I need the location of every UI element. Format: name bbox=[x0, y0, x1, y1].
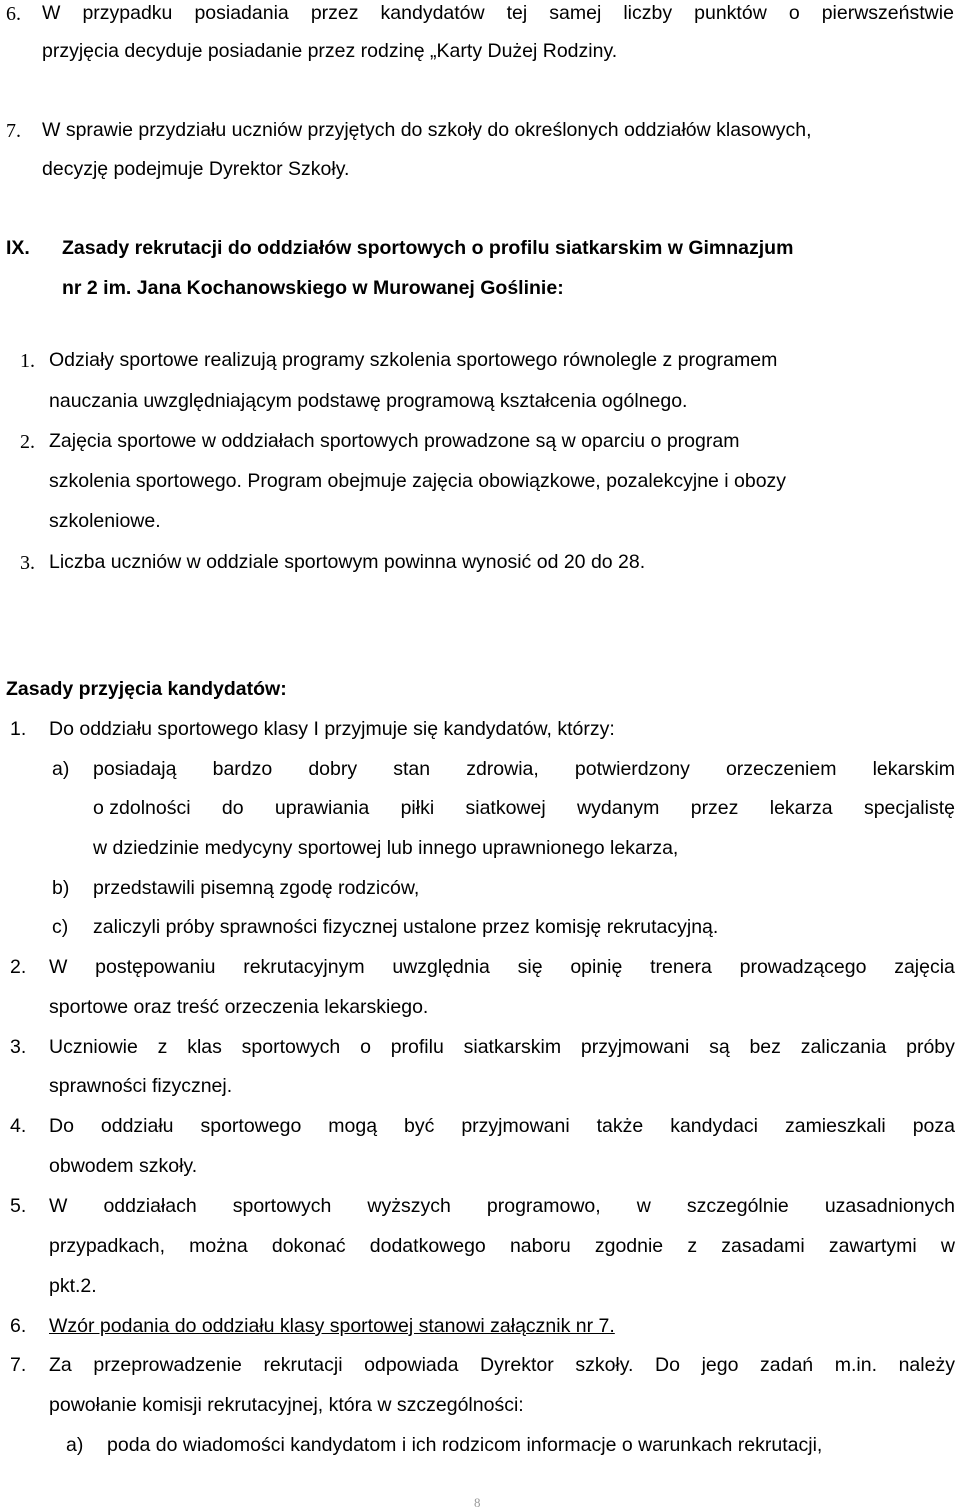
word: liczby bbox=[623, 2, 673, 24]
justified-line bbox=[49, 1038, 955, 1058]
item-number: 1. bbox=[10, 718, 27, 740]
word: do bbox=[221, 797, 244, 819]
word: w bbox=[940, 1235, 955, 1257]
word: o bbox=[788, 2, 800, 24]
word: dokonać bbox=[271, 1235, 346, 1257]
item-number: 3. bbox=[10, 1036, 27, 1058]
paragraph-line: szkolenia sportowego. Program obejmuje zajęcia obowiązkowe, pozalekcyjne i obozy bbox=[49, 470, 787, 492]
word: są bbox=[709, 1036, 730, 1058]
item-number: 7. bbox=[6, 120, 21, 142]
word: przez bbox=[310, 2, 359, 24]
word: pierwszeństwie bbox=[821, 2, 954, 24]
word: także bbox=[596, 1115, 644, 1137]
word: w bbox=[636, 1195, 651, 1217]
word: szkoły. bbox=[575, 1354, 634, 1376]
paragraph-line: zaliczyli próby sprawności fizycznej ustalone przez komisję rekrutacyjną. bbox=[93, 916, 719, 938]
word: zajęcia bbox=[894, 956, 955, 978]
word: posiadania bbox=[194, 2, 289, 24]
word: Dyrektor bbox=[480, 1354, 554, 1376]
word: Uczniowie bbox=[49, 1036, 138, 1058]
word: W bbox=[42, 2, 61, 24]
word: przeprowadzenie bbox=[93, 1354, 242, 1376]
justified-line bbox=[49, 958, 955, 978]
word: zaliczania bbox=[800, 1036, 887, 1058]
word: zdrowia, bbox=[466, 758, 539, 780]
word: rekrutacyjnym bbox=[243, 956, 365, 978]
attachment-reference: Wzór podania do oddziału klasy sportowej stanowi załącznik nr 7. bbox=[49, 1315, 615, 1337]
section-title: nr 2 im. Jana Kochanowskiego w Murowanej Goślinie: bbox=[62, 277, 564, 299]
item-number: 7. bbox=[10, 1354, 27, 1376]
word: o zdolności bbox=[93, 797, 191, 819]
word: tej bbox=[506, 2, 528, 24]
sub-item-letter: c) bbox=[52, 916, 69, 938]
word: można bbox=[189, 1235, 248, 1257]
word: orzeczeniem bbox=[725, 758, 837, 780]
word: zawartymi bbox=[828, 1235, 917, 1257]
word: z bbox=[687, 1235, 698, 1257]
item-number: 4. bbox=[10, 1115, 27, 1137]
justified-line bbox=[49, 1117, 955, 1137]
paragraph-line: sprawności fizycznej. bbox=[49, 1075, 233, 1097]
word: być bbox=[404, 1115, 435, 1137]
paragraph-line: w dziedzinie medycyny sportowej lub innego uprawnionego lekarza, bbox=[93, 837, 679, 859]
section-number: IX. bbox=[6, 237, 30, 259]
word: rekrutacji bbox=[263, 1354, 343, 1376]
word: siatkowej bbox=[465, 797, 546, 819]
word: W bbox=[49, 1195, 68, 1217]
word: piłki bbox=[400, 797, 435, 819]
word: lekarza bbox=[769, 797, 833, 819]
word: przyjmowani bbox=[461, 1115, 570, 1137]
paragraph-line: Odziały sportowe realizują programy szkolenia sportowego równolegle z programem bbox=[49, 349, 778, 371]
word: Do bbox=[49, 1115, 74, 1137]
word: siatkarskim bbox=[463, 1036, 562, 1058]
paragraph-line: sportowe oraz treść orzeczenia lekarskiego. bbox=[49, 996, 429, 1018]
item-number: 3. bbox=[20, 552, 35, 574]
word: lekarskim bbox=[872, 758, 955, 780]
word: przez bbox=[690, 797, 739, 819]
word: zgodnie bbox=[594, 1235, 664, 1257]
paragraph-line: Zajęcia sportowe w oddziałach sportowych prowadzone są w oparciu o program bbox=[49, 430, 740, 452]
item-number: 1. bbox=[20, 350, 35, 372]
word: się bbox=[517, 956, 543, 978]
justified-line bbox=[93, 760, 955, 780]
word: kandydaci bbox=[670, 1115, 759, 1137]
word: zasadami bbox=[721, 1235, 805, 1257]
paragraph-line: przedstawili pisemną zgodę rodziców, bbox=[93, 877, 420, 899]
word: sportowego bbox=[200, 1115, 302, 1137]
word: W bbox=[49, 956, 68, 978]
word: opinię bbox=[570, 956, 623, 978]
word: samej bbox=[549, 2, 602, 24]
item-number: 6. bbox=[10, 1315, 27, 1337]
paragraph-line: Do oddziału sportowego klasy I przyjmuje się kandydatów, którzy: bbox=[49, 718, 615, 740]
paragraph-line: przyjęcia decyduje posiadanie przez rodzinę „Karty Dużej Rodziny. bbox=[42, 40, 618, 62]
word: programowo, bbox=[486, 1195, 601, 1217]
paragraph-line: Liczba uczniów w oddziale sportowym powinna wynosić od 20 do 28. bbox=[49, 551, 646, 573]
word: sportowych bbox=[232, 1195, 332, 1217]
word: oddziału bbox=[100, 1115, 174, 1137]
word: uzasadnionych bbox=[824, 1195, 955, 1217]
justified-line bbox=[49, 1237, 955, 1257]
justified-line bbox=[42, 4, 954, 24]
paragraph-line: szkoleniowe. bbox=[49, 510, 161, 532]
word: przyjmowani bbox=[580, 1036, 690, 1058]
word: przypadku bbox=[82, 2, 173, 24]
word: Do bbox=[655, 1354, 680, 1376]
word: przypadkach, bbox=[49, 1235, 165, 1257]
subsection-heading: Zasady przyjęcia kandydatów: bbox=[6, 678, 287, 700]
paragraph-line: pkt.2. bbox=[49, 1275, 97, 1297]
item-number: 2. bbox=[20, 431, 35, 453]
word: oddziałach bbox=[103, 1195, 197, 1217]
word: szczególnie bbox=[686, 1195, 789, 1217]
word: dodatkowego bbox=[369, 1235, 486, 1257]
word: posiadają bbox=[93, 758, 177, 780]
word: uprawiania bbox=[274, 797, 370, 819]
paragraph-line: powołanie komisji rekrutacyjnej, która w szczególności: bbox=[49, 1394, 524, 1416]
sub-item-letter: a) bbox=[66, 1434, 84, 1456]
word: potwierdzony bbox=[574, 758, 690, 780]
word: bez bbox=[749, 1036, 781, 1058]
word: naboru bbox=[509, 1235, 571, 1257]
word: zamieszkali bbox=[784, 1115, 886, 1137]
word: prowadzącego bbox=[739, 956, 867, 978]
page-number: 8 bbox=[474, 1495, 481, 1510]
item-number: 5. bbox=[10, 1195, 27, 1217]
word: uwzględnia bbox=[392, 956, 490, 978]
word: wydanym bbox=[577, 797, 660, 819]
word: jego bbox=[701, 1354, 739, 1376]
word: wyższych bbox=[367, 1195, 451, 1217]
word: punktów bbox=[694, 2, 767, 24]
paragraph-line: W sprawie przydziału uczniów przyjętych do szkoły do określonych oddziałów klasowych, bbox=[42, 119, 812, 141]
item-number: 2. bbox=[10, 956, 27, 978]
word: dobry bbox=[308, 758, 358, 780]
word: odpowiada bbox=[364, 1354, 459, 1376]
word: sportowych bbox=[241, 1036, 341, 1058]
paragraph-line: decyzję podejmuje Dyrektor Szkoły. bbox=[42, 158, 350, 180]
sub-item-letter: a) bbox=[52, 758, 70, 780]
paragraph-line: poda do wiadomości kandydatom i ich rodzicom informacje o warunkach rekrutacji, bbox=[107, 1434, 823, 1456]
justified-line bbox=[93, 799, 955, 819]
word: z bbox=[157, 1036, 168, 1058]
word: Za bbox=[49, 1354, 72, 1376]
word: mogą bbox=[328, 1115, 378, 1137]
word: kandydatów bbox=[380, 2, 485, 24]
word: m.in. bbox=[834, 1354, 877, 1376]
word: próby bbox=[906, 1036, 955, 1058]
word: stan bbox=[393, 758, 431, 780]
item-number: 6. bbox=[6, 3, 21, 25]
word: profilu bbox=[390, 1036, 444, 1058]
justified-line bbox=[49, 1356, 955, 1376]
justified-line bbox=[49, 1197, 955, 1217]
word: postępowaniu bbox=[95, 956, 216, 978]
word: bardzo bbox=[212, 758, 273, 780]
sub-item-letter: b) bbox=[52, 877, 70, 899]
word: klas bbox=[187, 1036, 222, 1058]
word: należy bbox=[898, 1354, 955, 1376]
word: trenera bbox=[650, 956, 712, 978]
section-title: Zasady rekrutacji do oddziałów sportowych o profilu siatkarskim w Gimnazjum bbox=[62, 237, 794, 259]
paragraph-line: nauczania uwzględniającym podstawę programową kształcenia ogólnego. bbox=[49, 390, 688, 412]
word: o bbox=[360, 1036, 371, 1058]
paragraph-line: obwodem szkoły. bbox=[49, 1155, 198, 1177]
word: poza bbox=[912, 1115, 955, 1137]
word: specjalistę bbox=[863, 797, 955, 819]
word: zadań bbox=[760, 1354, 814, 1376]
